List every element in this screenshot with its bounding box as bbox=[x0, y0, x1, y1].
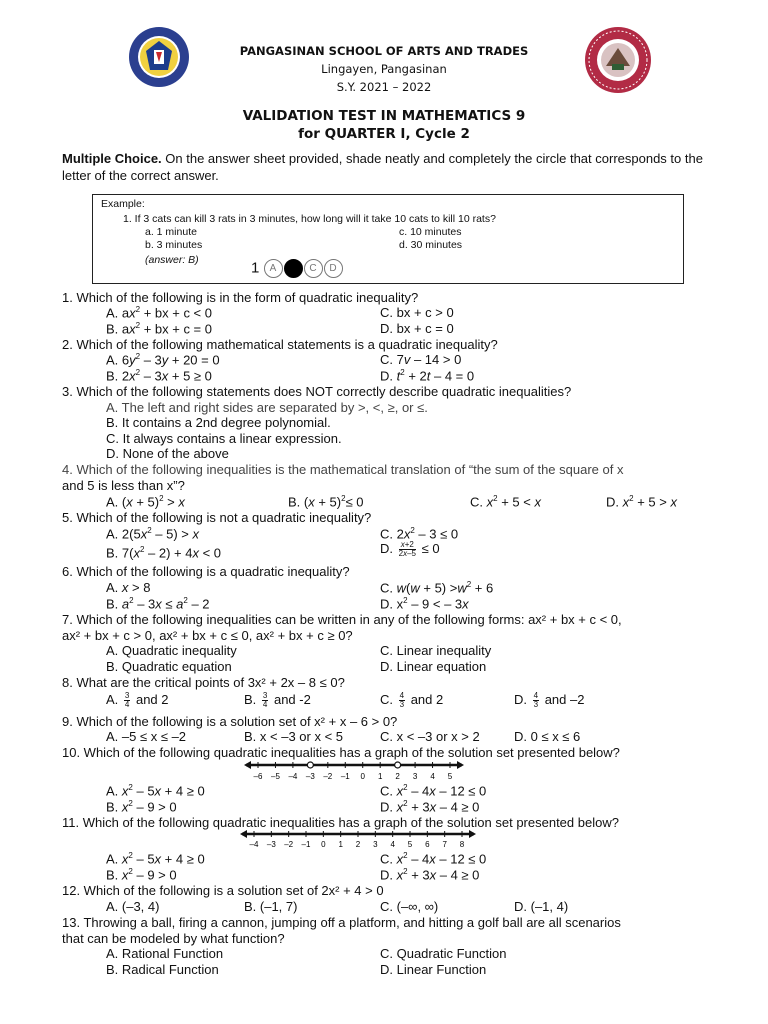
tick-label: 8 bbox=[459, 840, 465, 849]
q8-option-c: C. $\frac{4}{3}$ and 2 bbox=[380, 691, 444, 710]
example-option-a: a. 1 minute bbox=[145, 226, 197, 238]
tick-label: 1 bbox=[377, 772, 383, 781]
q4-option-d: D. $x^2 + 5 > x$ bbox=[606, 494, 677, 510]
example-question: 1. If 3 cats can kill 3 rats in 3 minutes, how long will it take 10 cats to kill 10 rats? bbox=[123, 213, 496, 225]
question-5: 5. Which of the following is not a quadratic inequality? bbox=[62, 510, 372, 525]
tick-label: –4 bbox=[249, 840, 259, 849]
q11-option-a: A. $x^2 - 5x + 4 \ge 0$ bbox=[106, 851, 205, 867]
tick-label: 5 bbox=[407, 840, 413, 849]
q1-option-b: B. $ax^2$ + bx + c = 0 bbox=[106, 321, 212, 337]
tick-label: –3 bbox=[266, 840, 276, 849]
tick-label: –2 bbox=[284, 840, 294, 849]
school-year: S.Y. 2021 – 2022 bbox=[336, 80, 432, 94]
tick-label: 6 bbox=[425, 840, 430, 849]
question-6: 6. Which of the following is a quadratic inequality? bbox=[62, 564, 350, 579]
q2-option-b: B. $2x^2 - 3x + 5 \ge 0$ bbox=[106, 368, 212, 384]
q5-option-b: B. $7(x^2 - 2) + 4x < 0$ bbox=[106, 545, 222, 561]
tick-label: –4 bbox=[288, 772, 298, 781]
bubble-b-filled: B bbox=[284, 259, 303, 278]
q7-option-d: D. Linear equation bbox=[380, 659, 487, 674]
q5-option-c: C. $2x^2 - 3 \le 0$ bbox=[380, 526, 459, 542]
instructions-label: Multiple Choice. bbox=[62, 151, 162, 166]
open-endpoint bbox=[307, 762, 313, 768]
tick-label: 2 bbox=[395, 772, 400, 781]
q3-option-c: C. It always contains a linear expression. bbox=[106, 431, 342, 446]
q13-option-b: B. Radical Function bbox=[106, 962, 219, 977]
tick-label: –1 bbox=[301, 840, 311, 849]
question-1: 1. Which of the following is in the form of quadratic inequality? bbox=[62, 290, 419, 305]
q8-option-a: A. $\frac{3}{4}$ and 2 bbox=[106, 691, 169, 710]
tick-label: 1 bbox=[338, 840, 343, 849]
example-bubble-row bbox=[251, 259, 344, 278]
question-3: 3. Which of the following statements does NOT correctly describe quadratic inequalities? bbox=[62, 384, 572, 399]
question-9: 9. Which of the following is a solution set of x² + x – 6 > 0? bbox=[62, 714, 398, 729]
bubble-c: C bbox=[304, 259, 323, 278]
bubble-a: A bbox=[264, 259, 283, 278]
q6-option-c: C. $w(w + 5) >w^2 + 6$ bbox=[380, 580, 494, 596]
test-subtitle: for QUARTER I, Cycle 2 bbox=[298, 126, 470, 142]
open-endpoint bbox=[395, 762, 401, 768]
q8-option-b: B. $\frac{3}{4}$ and -2 bbox=[244, 691, 311, 710]
question-7-line-2: ax² + bx + c > 0, ax² + bx + c ≤ 0, ax² + bx + c ≥ 0? bbox=[62, 628, 353, 643]
q9-option-a: A. –5 ≤ x ≤ –2 bbox=[106, 729, 187, 744]
axis-arrow-left bbox=[240, 830, 247, 838]
instructions bbox=[62, 150, 712, 184]
q1-option-d: D. bx + c = 0 bbox=[380, 321, 454, 336]
q13-option-a: A. Rational Function bbox=[106, 946, 224, 961]
q9-option-c: C. x < –3 or x > 2 bbox=[380, 729, 480, 744]
q13-option-c: C. Quadratic Function bbox=[380, 946, 507, 961]
q6-option-d: D. $x^2 - 9$ < – 3x bbox=[380, 596, 469, 612]
q10-option-b: B. $x^2 - 9 > 0$ bbox=[106, 799, 177, 815]
tick-label: 3 bbox=[373, 840, 378, 849]
q4-option-b: B. $(x + 5)^2\le 0$ bbox=[288, 494, 364, 510]
example-answer: (answer: B) bbox=[145, 254, 199, 266]
q3-option-d: D. None of the above bbox=[106, 446, 229, 461]
question-4-line-2: and 5 is less than x”? bbox=[62, 478, 185, 493]
tick-label: 3 bbox=[412, 772, 418, 781]
question-4-line-1: 4. Which of the following inequalities is the mathematical translation of “the sum of the square of x bbox=[62, 462, 624, 477]
tick-label: 7 bbox=[442, 840, 447, 849]
axis-arrow-left bbox=[244, 761, 251, 769]
question-13-line-1: 13. Throwing a ball, firing a cannon, jumping off a platform, and hitting a golf ball are all scenarios bbox=[62, 915, 621, 930]
question-8: 8. What are the critical points of 3x² + 2x – 8 ≤ 0? bbox=[62, 675, 345, 690]
q7-option-a: A. Quadratic inequality bbox=[106, 643, 237, 658]
example-option-b: b. 3 minutes bbox=[145, 239, 203, 251]
q4-option-a: A. $(x + 5)^2 > x$ bbox=[106, 494, 185, 510]
q10-option-a: A. $x^2 - 5x + 4 \ge 0$ bbox=[106, 783, 205, 799]
q5-option-a: A. $2(5x^2 - 5) > x$ bbox=[106, 526, 199, 542]
q3-option-b: B. It contains a 2nd degree polynomial. bbox=[106, 415, 331, 430]
q1-option-a: A. $ax^2$ + bx + c < 0 bbox=[106, 305, 212, 321]
example-option-c: c. 10 minutes bbox=[399, 226, 462, 238]
school-location: Lingayen, Pangasinan bbox=[321, 62, 447, 76]
example-option-d: d. 30 minutes bbox=[399, 239, 463, 251]
q10-option-c: C. $x^2 - 4x - 12 \le 0$ bbox=[380, 783, 487, 799]
q1-option-c: C. bx + c > 0 bbox=[380, 305, 454, 320]
q7-option-b: B. Quadratic equation bbox=[106, 659, 232, 674]
tick-label: 2 bbox=[355, 840, 361, 849]
instructions-text: On the answer sheet provided, shade neatly and completely the circle that corresponds to the letter of the correct answer. bbox=[62, 151, 703, 183]
q2-option-a: A. $6y^2 - 3y + 20 = 0$ bbox=[106, 352, 220, 368]
q11-option-c: C. $x^2 - 4x - 12 \le 0$ bbox=[380, 851, 487, 867]
q6-option-b: B. $a^2 - 3x \le a^2 - 2$ bbox=[106, 596, 210, 612]
q12-option-b: B. (–1, 7) bbox=[244, 899, 298, 914]
q5-option-d: D. $\frac{x+2}{2x-5}$ ≤ 0 bbox=[380, 540, 440, 559]
question-12: 12. Which of the following is a solution set of 2x² + 4 > 0 bbox=[62, 883, 384, 898]
q9-option-d: D. 0 ≤ x ≤ 6 bbox=[514, 729, 581, 744]
q11-option-b: B. $x^2 - 9 > 0$ bbox=[106, 867, 177, 883]
tick-label: –2 bbox=[323, 772, 333, 781]
tick-label: –3 bbox=[305, 772, 315, 781]
tick-label: 4 bbox=[430, 772, 435, 781]
q6-option-a: A. x > 8 bbox=[106, 580, 151, 595]
tick-label: –1 bbox=[340, 772, 350, 781]
q9-option-b: B. x < –3 or x < 5 bbox=[244, 729, 343, 744]
tick-label: –5 bbox=[271, 772, 280, 781]
example-label: Example: bbox=[101, 198, 145, 210]
question-2: 2. Which of the following mathematical statements is a quadratic inequality? bbox=[62, 337, 498, 352]
q12-option-d: D. (–1, 4) bbox=[514, 899, 569, 914]
q13-option-d: D. Linear Function bbox=[380, 962, 487, 977]
test-title: VALIDATION TEST IN MATHEMATICS 9 bbox=[242, 108, 526, 124]
tick-label: 0 bbox=[360, 772, 365, 781]
tick-label: 4 bbox=[390, 840, 395, 849]
number-line-q11 bbox=[240, 830, 476, 852]
question-11: 11. Which of the following quadratic inequalities has a graph of the solution set presented below? bbox=[62, 815, 619, 830]
q2-option-c: C. 7v – 14 > 0 bbox=[380, 352, 462, 367]
q4-option-c: C. $x^2 + 5 < x$ bbox=[470, 494, 541, 510]
question-7-line-1: 7. Which of the following inequalities can be written in any of the following forms: ax² + bx + c < 0, bbox=[62, 612, 622, 627]
axis-arrow-right bbox=[457, 761, 464, 769]
q12-option-a: A. (–3, 4) bbox=[106, 899, 160, 914]
q12-option-c: C. (–∞, ∞) bbox=[380, 899, 439, 914]
example-box bbox=[92, 194, 684, 284]
tick-label: –6 bbox=[253, 772, 263, 781]
q3-option-a: A. The left and right sides are separated by >, <, ≥, or ≤. bbox=[106, 400, 428, 415]
example-bubble-number: 1 bbox=[251, 259, 260, 277]
q10-option-d: D. $x^2 + 3x - 4 \ge 0$ bbox=[380, 799, 480, 815]
question-13-line-2: that can be modeled by what function? bbox=[62, 931, 285, 946]
q2-option-d: D. $t^2 + 2t - 4 = 0$ bbox=[380, 368, 475, 384]
axis-arrow-right bbox=[469, 830, 476, 838]
bubble-d: D bbox=[324, 259, 343, 278]
q11-option-d: D. $x^2 + 3x - 4 \ge 0$ bbox=[380, 867, 480, 883]
school-name: PANGASINAN SCHOOL OF ARTS AND TRADES bbox=[239, 44, 529, 58]
number-line-q10 bbox=[244, 758, 464, 784]
q7-option-c: C. Linear inequality bbox=[380, 643, 492, 658]
question-10: 10. Which of the following quadratic inequalities has a graph of the solution set presented below? bbox=[62, 745, 620, 760]
tick-label: 0 bbox=[321, 840, 326, 849]
tick-label: 5 bbox=[447, 772, 453, 781]
q8-option-d: D. $\frac{4}{3}$ and –2 bbox=[514, 691, 585, 710]
